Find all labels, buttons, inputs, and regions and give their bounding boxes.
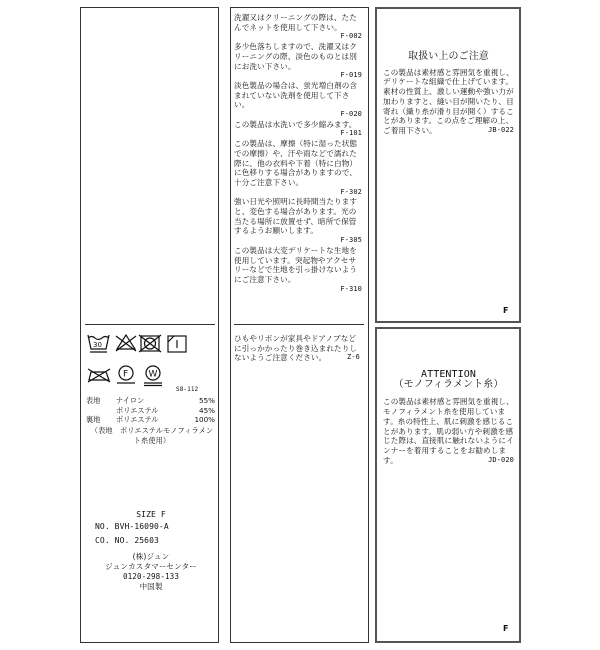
wash-30-gentle-icon (88, 335, 109, 352)
care-notice: 取扱い上のご注意 この製品は素材感と雰囲気を重視し、デリケートな組織で仕上げています。素材の性質上、激しい運動や強い力が加わりますと、縫い目が開いたり、目寄れ（織り糸が滑り目が開く）することがあります。この点をご理解の上、ご着用下さい。 JB-022 (383, 51, 514, 135)
instruction-item: この製品は大変デリケートな生地を使用しています。突起物やアクセサリーなどで生地を引っ掛けないようにご注意下さい。 F-310 (234, 245, 362, 293)
composition-row: ポリエステル 45% (116, 405, 215, 415)
hang-dry-shade-icon (168, 336, 186, 352)
size-mark: F (503, 306, 509, 315)
phone-number: 0120-298-133 (122, 572, 180, 581)
symbol-code: S8-112 (176, 386, 199, 393)
label-panel-left (80, 7, 219, 643)
dry-clean-f-icon (117, 366, 135, 383)
size-label: SIZE F (136, 510, 166, 519)
care-instructions (234, 13, 362, 294)
ribbon-warning: ひもやリボンが家具やドアノブなどに引っかかったり巻き込まれたりしないようご注意ください。 Z-6 (234, 334, 360, 363)
instruction-item: 淡色製品の場合は、蛍光増白剤の含まれていない洗剤を使用して下さい。 F-020 (234, 80, 362, 119)
company-name: (株)ジュン (132, 552, 170, 561)
iron-low-no-steam-icon (88, 369, 110, 382)
svg-text:F: F (123, 369, 129, 380)
co-number: CO. NO. 25603 (95, 536, 159, 545)
svg-text:W: W (148, 369, 158, 380)
composition-note: （表地 ポリエステルモノフィラメント糸使用） (90, 426, 214, 445)
divider (85, 324, 215, 325)
no-tumble-dry-icon (139, 335, 161, 352)
size-mark: F (503, 624, 509, 633)
customer-center: ジュンカスタマーセンター (105, 562, 197, 571)
country-of-origin: 中国製 (139, 582, 163, 591)
instruction-item: この製品は、摩擦（特に湿った状態での摩擦）や、汗や雨などで濡れた際に、他の衣料や下着（特に白物）に色移りする場合がありますので、十分ご注意下さい。 F-302 (234, 139, 362, 196)
care-symbols (86, 333, 216, 388)
composition-row: 裏地 ポリエステル 100% (86, 415, 215, 424)
attention-subtitle: （モノフィラメント糸） (393, 378, 504, 390)
attention-notice: ATTENTION （モノフィラメント糸） この製品は素材感と雰囲気を重視し、モノフィラメント糸を使用しています。糸の特性上、肌に刺激を感じることがあります。肌の弱い方や刺激を感じた際は、直接肌に触れないようにインナーを着用することをお勧めします。 JD-020 (383, 369, 514, 465)
composition-row: 表地 ナイロン 55% (86, 396, 215, 405)
product-number: NO. BVH-16090-A (95, 522, 169, 531)
composition-table (86, 396, 215, 425)
instruction-item: 洗濯又はクリーニングの際は、たたんでネットを使用して下さい。 F-002 (234, 13, 362, 41)
svg-text:30: 30 (93, 341, 102, 349)
attention-title: ATTENTION (420, 369, 477, 380)
instruction-item: 強い日光や照明に長時間当たりますと、変色する場合があります。光の当たる場所に放置せず、暗所で保管するようお願いします。 F-305 (234, 197, 362, 245)
care-notice-title: 取扱い上のご注意 (408, 51, 489, 62)
divider (234, 324, 364, 325)
wet-clean-w-icon (144, 366, 162, 386)
instruction-item: この製品は水洗いで多少縮みます。 F-101 (234, 119, 362, 138)
no-bleach-icon (116, 335, 136, 351)
instruction-item: 多少色落ちしますので、洗濯又はクリーニングの際、淡色のものとは別にお洗い下さい。 F-019 (234, 42, 362, 80)
